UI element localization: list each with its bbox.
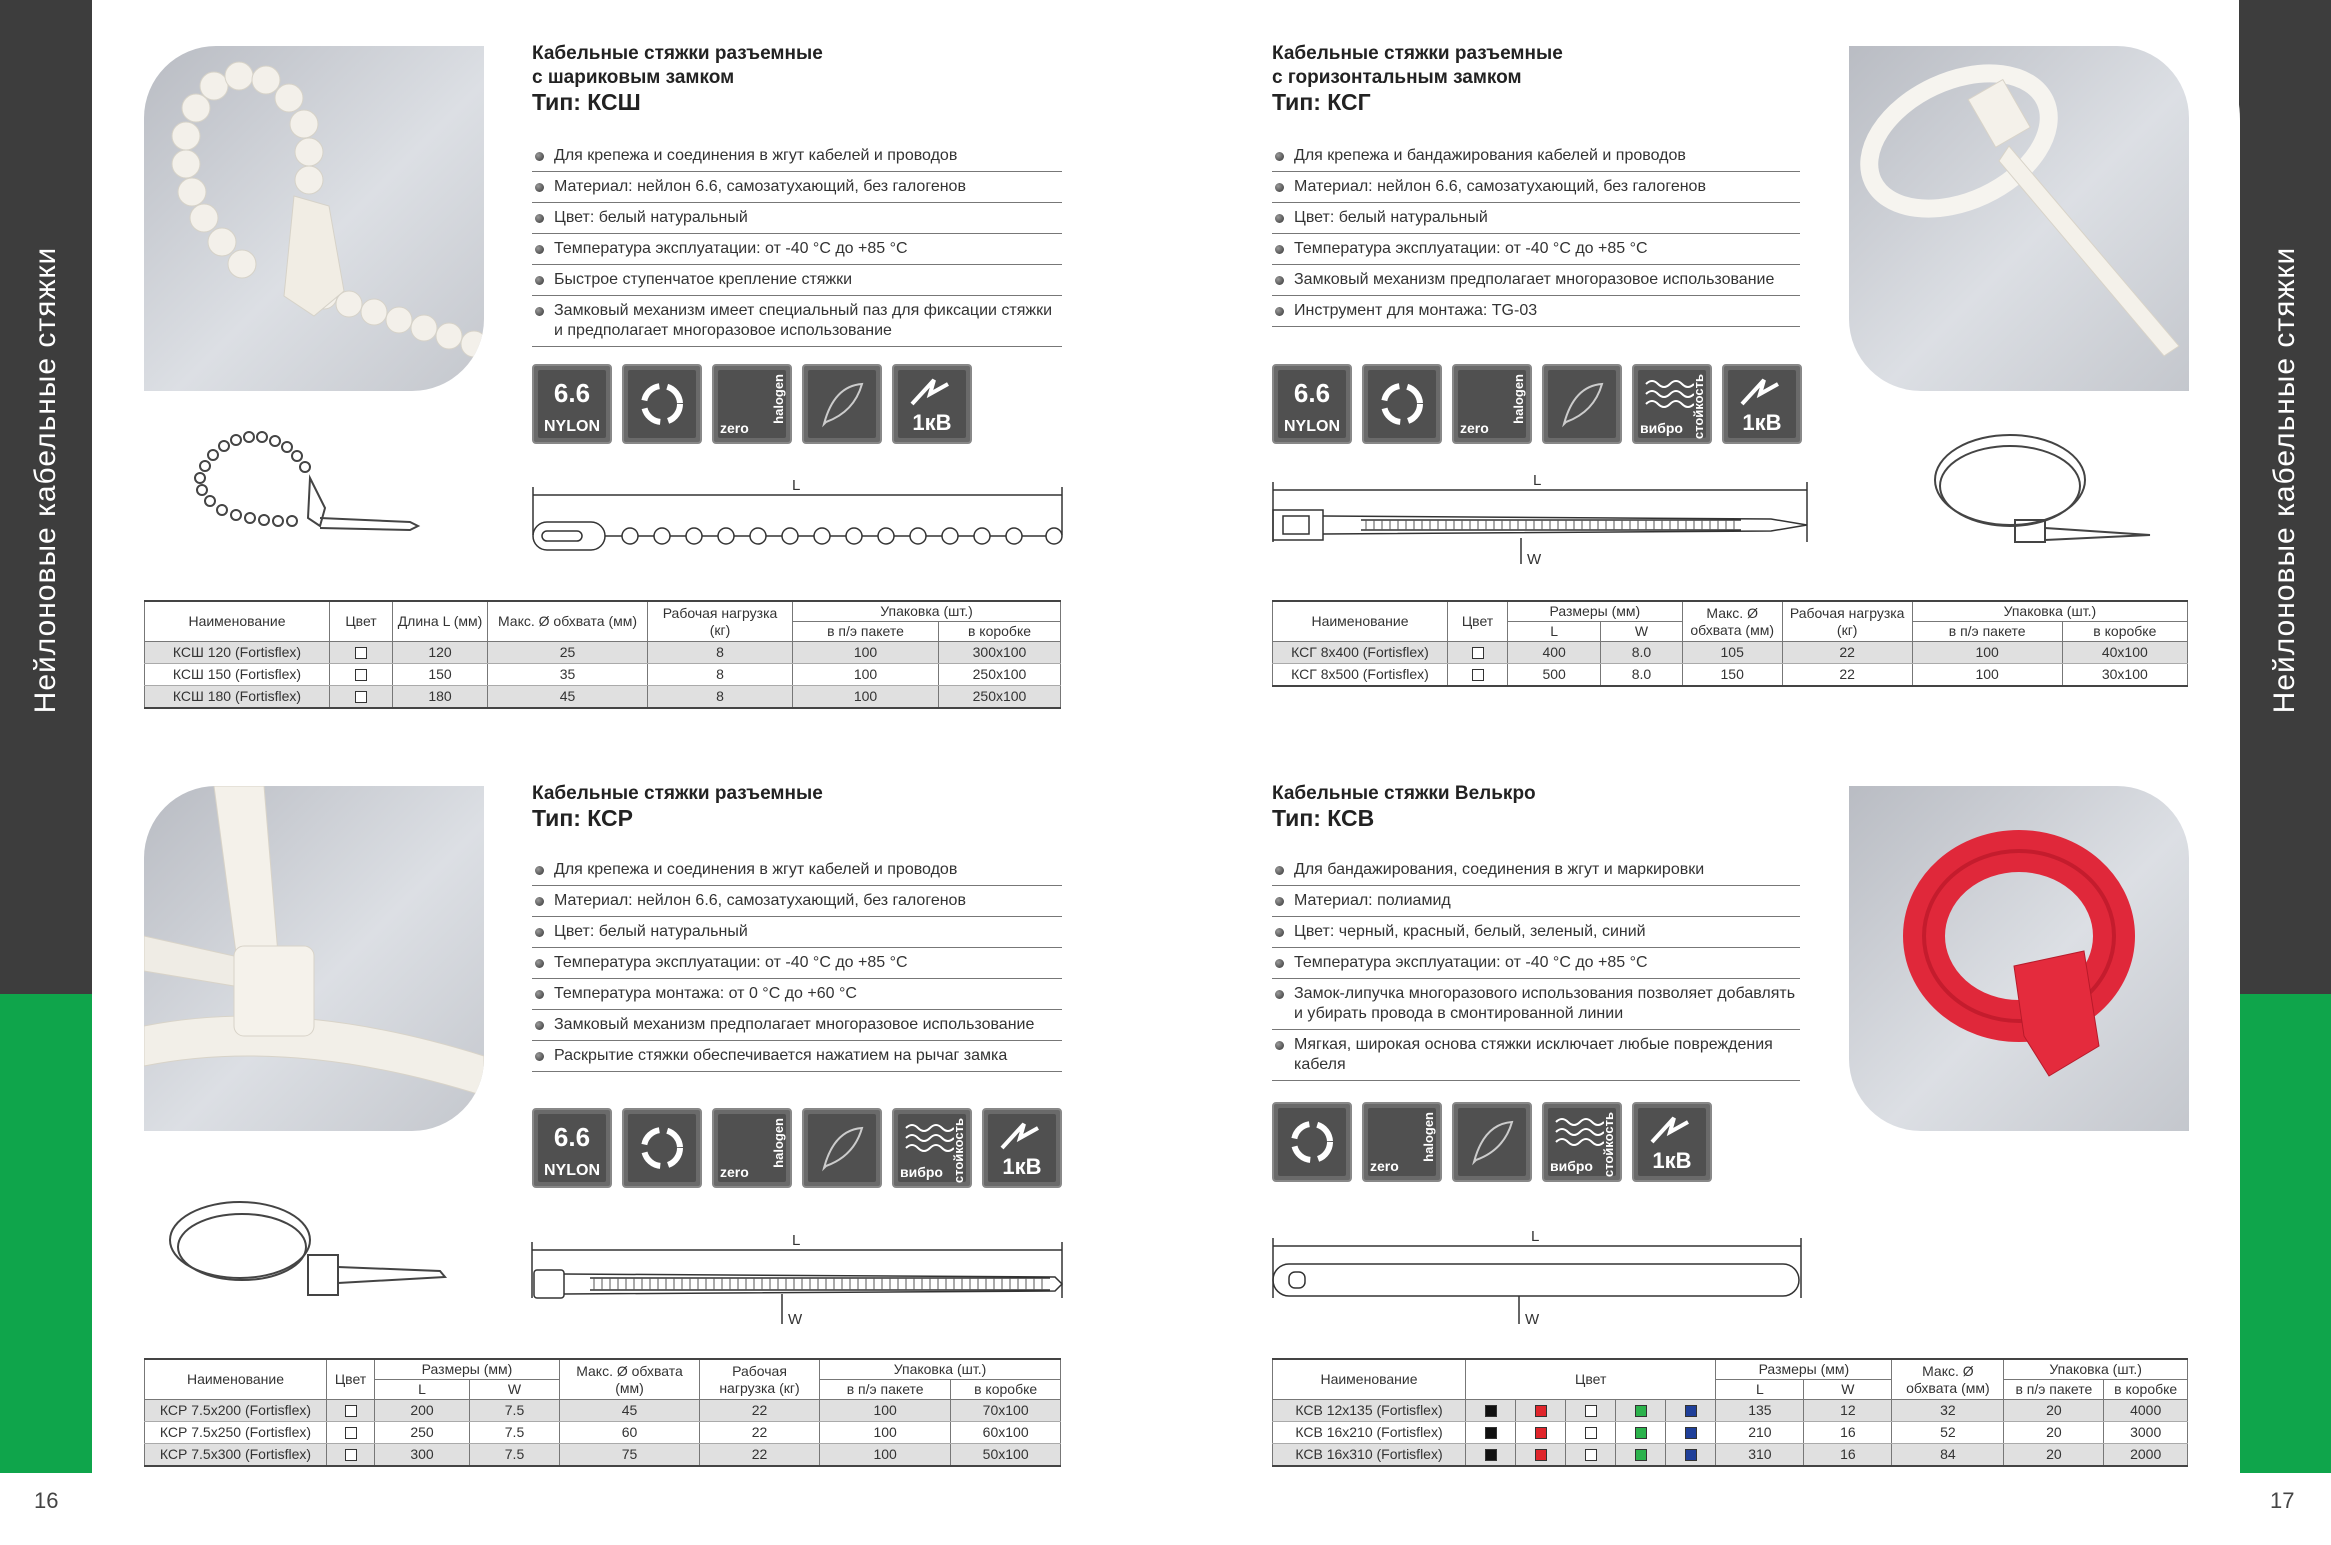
ksr-sketch [160, 1185, 450, 1320]
ksh-bullet: Цвет: белый натуральный [532, 203, 1062, 234]
black-swatch [1485, 1427, 1497, 1439]
svg-text:L: L [792, 1232, 801, 1249]
recycle-icon [622, 1108, 702, 1188]
vibration-icon: стойкость вибро [892, 1108, 972, 1188]
ksr-bullet: Для крепежа и соединения в жгут кабелей и проводов [532, 855, 1062, 886]
ksg-type: Тип: КСГ [1272, 89, 1371, 115]
feather-icon [802, 1108, 882, 1188]
table-row: КСВ 16x310 (Fortisflex) 310 16 84 20 2000 [1273, 1444, 2188, 1467]
ksg-title-line1: Кабельные стяжки разъемные [1272, 43, 1563, 64]
table-row: КСШ 150 (Fortisflex) 150 35 8 100 250x100 [145, 664, 1061, 686]
ksg-bullets [1272, 141, 1800, 327]
ksh-title [532, 42, 823, 114]
ksv-bullets [1272, 855, 1800, 1081]
ksv-title-line1: Кабельные стяжки Велькро [1272, 783, 1536, 804]
blue-swatch [1685, 1449, 1697, 1461]
ksh-bullets [532, 141, 1062, 347]
ksv-icons [1272, 1102, 1712, 1182]
feather-icon [1452, 1102, 1532, 1182]
ksv-bullet: Замок-липучка многоразового использования позволяет добавлять и убирать провода в смонтированной линии [1272, 979, 1800, 1030]
ksv-title [1272, 782, 1536, 830]
ksr-table: Наименование Цвет Размеры (мм) Макс. Ø обхвата (мм) Рабочая нагрузка (кг) Упаковка (шт.) L W в п/э пакете в коробке КСР 7.5x200 (Fortisflex) 200 7.5 45 22 100 70x100 КСР 7.5x250 (Fortisflex) 250 7.5 60 22 100 60x100 КСР 7.5x300 (Fortisflex) 300 7.5 75 22 100 50x100 [144, 1358, 1061, 1467]
red-swatch [1535, 1449, 1547, 1461]
ksr-photo [144, 786, 484, 1131]
ksr-type: Тип: КСР [532, 805, 633, 831]
vibration-icon: стойкость вибро [1632, 364, 1712, 444]
ksh-type: Тип: КСШ [532, 89, 641, 115]
recycle-icon [622, 364, 702, 444]
zero-halogen-icon: halogen zero [712, 364, 792, 444]
white-swatch [1585, 1449, 1597, 1461]
page-number-left: 16 [34, 1488, 59, 1513]
ksr-bullets [532, 855, 1062, 1072]
nylon-icon: 6.6 NYLON [532, 1108, 612, 1188]
svg-text:L: L [792, 477, 801, 494]
ksh-sketch [180, 418, 430, 553]
ksg-bullet: Для крепежа и бандажирования кабелей и проводов [1272, 141, 1800, 172]
white-swatch [1585, 1405, 1597, 1417]
table-row: КСШ 180 (Fortisflex) 180 45 8 100 250x100 [145, 686, 1061, 709]
ksv-dimension-drawing [1271, 1228, 1811, 1333]
svg-text:W: W [1525, 1311, 1540, 1328]
ksr-bullet: Замковый механизм предполагает многоразовое использование [532, 1010, 1062, 1041]
left-side-bar [0, 0, 92, 1473]
zero-halogen-icon: halogen zero [712, 1108, 792, 1188]
ksg-bullet: Цвет: белый натуральный [1272, 203, 1800, 234]
ksg-title [1272, 42, 1563, 114]
ksv-bullet: Цвет: черный, красный, белый, зеленый, синий [1272, 917, 1800, 948]
green-swatch [1635, 1449, 1647, 1461]
ksh-bullet: Материал: нейлон 6.6, самозатухающий, без галогенов [532, 172, 1062, 203]
ksr-icons [532, 1108, 1062, 1188]
white-swatch [1585, 1427, 1597, 1439]
ksr-dimension-drawing [530, 1232, 1070, 1337]
col-box: в коробке [938, 622, 1060, 642]
side-title-left: Нейлоновые кабельные стяжки [29, 246, 62, 714]
nylon-icon: 6.6 NYLON [532, 364, 612, 444]
ksh-title-line2: с шариковым замком [532, 67, 735, 88]
feather-icon [1542, 364, 1622, 444]
ksg-sketch [1925, 420, 2155, 565]
ksv-bullet: Температура эксплуатации: от -40 °С до +85 °С [1272, 948, 1800, 979]
svg-text:W: W [788, 1311, 803, 1328]
ksg-icons [1272, 364, 1802, 444]
col-name: Наименование [145, 601, 330, 642]
ksh-bullet: Быстрое ступенчатое крепление стяжки [532, 265, 1062, 296]
svg-text:W: W [1527, 551, 1542, 568]
voltage-icon: 1кВ [1632, 1102, 1712, 1182]
ksr-bullet: Раскрытие стяжки обеспечивается нажатием на рычаг замка [532, 1041, 1062, 1072]
table-row: КСГ 8x400 (Fortisflex) 400 8.0 105 22 100 40x100 [1273, 642, 2188, 664]
ksh-icons [532, 364, 972, 444]
table-row: КСР 7.5x200 (Fortisflex) 200 7.5 45 22 100 70x100 [145, 1400, 1061, 1422]
zero-halogen-icon: halogen zero [1452, 364, 1532, 444]
ksh-title-line1: Кабельные стяжки разъемные [532, 43, 823, 64]
ksv-photo [1849, 786, 2189, 1131]
ksr-bullet: Материал: нейлон 6.6, самозатухающий, без галогенов [532, 886, 1062, 917]
blue-swatch [1685, 1405, 1697, 1417]
table-row: КСР 7.5x250 (Fortisflex) 250 7.5 60 22 100 60x100 [145, 1422, 1061, 1444]
ksh-bullet: Замковый механизм имеет специальный паз для фиксации стяжки и предполагает многоразовое использование [532, 296, 1062, 347]
ksh-bullet: Для крепежа и соединения в жгут кабелей и проводов [532, 141, 1062, 172]
zero-halogen-icon: halogen zero [1362, 1102, 1442, 1182]
ksr-bullet: Температура эксплуатации: от -40 °С до +85 °С [532, 948, 1062, 979]
ksr-title [532, 782, 823, 830]
recycle-icon [1362, 364, 1442, 444]
voltage-icon: 1кВ [892, 364, 972, 444]
green-swatch [1635, 1405, 1647, 1417]
ksg-bullet: Температура эксплуатации: от -40 °С до +85 °С [1272, 234, 1800, 265]
ksv-type: Тип: КСВ [1272, 805, 1375, 831]
black-swatch [1485, 1449, 1497, 1461]
ksg-bullet: Инструмент для монтажа: TG-03 [1272, 296, 1800, 327]
col-load: Рабочая нагрузка (кг) [648, 601, 793, 642]
table-row: КСШ 120 (Fortisflex) 120 25 8 100 300x100 [145, 642, 1061, 664]
col-max: Макс. Ø обхвата (мм) [488, 601, 648, 642]
recycle-icon [1272, 1102, 1352, 1182]
ksh-dimension-drawing [530, 475, 1065, 560]
page-number-right: 17 [2270, 1488, 2295, 1513]
col-pack: Упаковка (шт.) [793, 601, 1061, 622]
table-row: КСР 7.5x300 (Fortisflex) 300 7.5 75 22 100 50x100 [145, 1444, 1061, 1467]
ksv-bullet: Для бандажирования, соединения в жгут и маркировки [1272, 855, 1800, 886]
green-swatch [1635, 1427, 1647, 1439]
table-row: КСГ 8x500 (Fortisflex) 500 8.0 150 22 100 30x100 [1273, 664, 2188, 687]
ksr-bullet: Цвет: белый натуральный [532, 917, 1062, 948]
ksg-bullet: Замковый механизм предполагает многоразовое использование [1272, 265, 1800, 296]
table-row: КСВ 12x135 (Fortisflex) 135 12 32 20 4000 [1273, 1400, 2188, 1422]
svg-text:L: L [1531, 1228, 1540, 1245]
ksv-bullet: Мягкая, широкая основа стяжки исключает любые повреждения кабеля [1272, 1030, 1800, 1081]
col-length: Длина L (мм) [393, 601, 488, 642]
ksg-title-line2: с горизонтальным замком [1272, 67, 1522, 88]
ksv-table: Наименование Цвет Размеры (мм) Макс. Ø обхвата (мм) Упаковка (шт.) L W в п/э пакете в коробке КСВ 12x135 (Fortisflex) 135 12 32 20 4000 КСВ 16x210 (Fortisflex) 210 16 52 20 3000 КСВ 16x310 (Fortisflex) 310 16 84 20 2000 [1272, 1358, 2188, 1467]
table-row: КСВ 16x210 (Fortisflex) 210 16 52 20 3000 [1273, 1422, 2188, 1444]
side-title-right: Нейлоновые кабельные стяжки [2268, 246, 2301, 714]
col-color: Цвет [330, 601, 393, 642]
ksr-bullet: Температура монтажа: от 0 °С до +60 °С [532, 979, 1062, 1010]
right-side-bar [2239, 0, 2331, 1473]
voltage-icon: 1кВ [982, 1108, 1062, 1188]
black-swatch [1485, 1405, 1497, 1417]
vibration-icon: стойкость вибро [1542, 1102, 1622, 1182]
svg-text:L: L [1533, 472, 1542, 489]
voltage-icon: 1кВ [1722, 364, 1802, 444]
nylon-icon: 6.6 NYLON [1272, 364, 1352, 444]
red-swatch [1535, 1427, 1547, 1439]
ksr-title-line1: Кабельные стяжки разъемные [532, 783, 823, 804]
col-bag: в п/э пакете [793, 622, 939, 642]
ksg-dimension-drawing [1271, 472, 1811, 577]
ksh-table [144, 600, 1061, 709]
ksh-bullet: Температура эксплуатации: от -40 °С до +85 °С [532, 234, 1062, 265]
blue-swatch [1685, 1427, 1697, 1439]
ksg-photo [1849, 46, 2189, 391]
red-swatch [1535, 1405, 1547, 1417]
ksg-table: Наименование Цвет Размеры (мм) Макс. Ø обхвата (мм) Рабочая нагрузка (кг) Упаковка (шт.) L W в п/э пакете в коробке КСГ 8x400 (Fortisflex) 400 8.0 105 22 100 40x100 КСГ 8x500 (Fortisflex) 500 8.0 150 22 100 30x100 [1272, 600, 2188, 687]
feather-icon [802, 364, 882, 444]
ksh-photo [144, 46, 484, 391]
ksv-bullet: Материал: полиамид [1272, 886, 1800, 917]
ksg-bullet: Материал: нейлон 6.6, самозатухающий, без галогенов [1272, 172, 1800, 203]
